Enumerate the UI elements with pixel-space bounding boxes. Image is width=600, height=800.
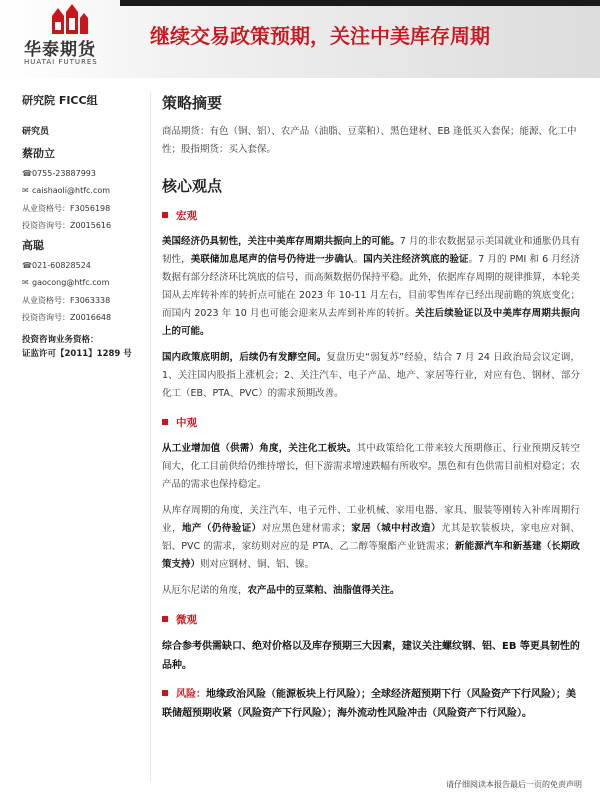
bold-text-run: 从工业增加值（供需）角度，关注化工板块。 bbox=[162, 443, 357, 454]
micro-paragraph: 综合参考供需缺口、绝对价格以及库存预期三大因素，建议关注螺纹钢、铝、EB 等更具韧性的品种。 bbox=[162, 641, 580, 671]
bold-text-run: 农产品中的豆菜粕、油脂值得关注。 bbox=[247, 585, 400, 596]
analyst-card bbox=[22, 237, 150, 323]
bold-text-run: 家居（城中村改造） bbox=[350, 523, 441, 534]
researcher-label: 研究员 bbox=[22, 127, 50, 137]
logo-english-name: HUATAI FUTURES bbox=[24, 58, 98, 66]
bold-text-run: 新能源汽车和新基建（长期政策支持） bbox=[162, 541, 580, 570]
risk-paragraph bbox=[162, 685, 580, 723]
license-info bbox=[22, 333, 150, 361]
column-divider bbox=[150, 92, 151, 782]
meso-paragraph-1 bbox=[162, 440, 580, 494]
meso-paragraph-3 bbox=[162, 582, 580, 600]
analyst-phone: ☎0755-23887993 bbox=[22, 169, 96, 178]
top-strip bbox=[120, 0, 600, 6]
license-label: 投资咨询业务资格： bbox=[22, 335, 99, 345]
analyst-email[interactable]: ✉ caishaoli@htfc.com bbox=[22, 186, 111, 195]
text-run: 复盘历史“弱复苏”经验，结合 7 月 24 日政治局会议定调，1、关注国内股指上涨机会；2、关注汽车、电子产品、地产、家居等行业，对应有色、钢材、部分化工（EB、PTA、PVC）的需求预期改善。 bbox=[162, 352, 580, 399]
core-views-title: 核心观点 bbox=[162, 177, 223, 195]
square-bullet-icon bbox=[162, 690, 168, 696]
square-bullet-icon bbox=[162, 616, 168, 622]
logo-mark-icon bbox=[48, 4, 88, 36]
logo-chinese-name: 华泰期货 bbox=[24, 40, 96, 60]
meso-paragraph-2 bbox=[162, 502, 580, 574]
analyst-name: 高聪 bbox=[22, 239, 44, 252]
analyst-advisor: 投资咨询号：Z0016648 bbox=[22, 313, 112, 322]
summary-text: 商品期货：有色（铜、铝）、农产品（油脂、豆菜粕）、黑色建材、EB 逢低买入套保；能源、化工中性；股指期货：买入套保。 bbox=[162, 126, 577, 155]
company-logo bbox=[18, 4, 128, 74]
text-run: 。 bbox=[353, 254, 364, 265]
text-run: 从厄尔尼诺的角度， bbox=[162, 585, 248, 596]
text-run: 其中政策给化工带来较大预期修正、行业预期反转空间大，化工目前供给仍维持增长，但下游需求增速跌幅有所收窄。黑色和有色供需目前相对稳定；农产品的需求也保持稳定。 bbox=[162, 443, 581, 490]
main-content bbox=[162, 92, 580, 723]
report-header bbox=[0, 0, 600, 78]
square-bullet-icon bbox=[162, 212, 168, 218]
analyst-email[interactable]: ✉ gaocong@htfc.com bbox=[22, 278, 110, 287]
analyst-phone: ☎021-60828524 bbox=[22, 261, 91, 270]
bold-text-run: 关注后续验证以及中美库存周期共振向上的可能。 bbox=[162, 308, 580, 337]
summary-title: 策略摘要 bbox=[162, 94, 223, 112]
bold-text-run: 地产（仍待验证） bbox=[181, 523, 262, 534]
text-run: 。7 月的 PMI 和 6 月经济数据有部分经济环比筑底的信号，而高频数据仍保持平稳。此外，依据库存周期的规律推算，本轮美国从去库转补库的转折点可能在 2023 年 10-11 月左右，目前零售库存已经出现前瞻的筑底变化；而国内 2023 年 10 月也可能会迎来从去库到补库的转折。 bbox=[162, 254, 581, 319]
analyst-card bbox=[22, 145, 150, 231]
phone-icon: ☎ bbox=[22, 169, 32, 178]
team-name: 研究院 FICC组 bbox=[22, 94, 98, 107]
bold-text-run: 国内政策底明朗，后续仍有发酵空间。 bbox=[162, 352, 327, 363]
analyst-cert: 从业资格号：F3056198 bbox=[22, 204, 111, 213]
analyst-advisor: 投资咨询号：Z0015616 bbox=[22, 221, 112, 230]
risk-text: 地缘政治风险（能源板块上行风险）；全球经济超预期下行（风险资产下行风险）；美联储超预期收紧（风险资产下行风险）；海外流动性风险冲击（风险资产下行风险）。 bbox=[162, 689, 576, 719]
section-heading-meso: 中观 bbox=[162, 415, 580, 430]
phone-icon: ☎ bbox=[22, 261, 32, 270]
text-run: 则对应钢材、铜、铝、镍。 bbox=[200, 559, 315, 570]
bold-text-run: 美国经济仍具韧性，关注中美库存周期共振向上的可能。 bbox=[162, 236, 400, 247]
section-heading-micro: 微观 bbox=[162, 612, 580, 627]
disclaimer-footer: 请仔细阅读本报告最后一页的免责声明 bbox=[446, 780, 582, 789]
bold-text-run: 国内关注经济筑底的验证 bbox=[363, 254, 469, 265]
risk-label: 风险： bbox=[176, 689, 206, 700]
bold-text-run: 美联储加息尾声的信号仍待进一步确认 bbox=[190, 254, 354, 265]
analyst-name: 蔡劭立 bbox=[22, 147, 55, 160]
sidebar bbox=[22, 92, 150, 361]
macro-paragraph-2 bbox=[162, 349, 580, 403]
analyst-cert: 从业资格号：F3063338 bbox=[22, 296, 111, 305]
section-heading-macro: 宏观 bbox=[162, 208, 580, 223]
license-number: 证监许可【2011】1289 号 bbox=[22, 349, 132, 359]
email-icon: ✉ bbox=[22, 186, 29, 195]
macro-paragraph-1 bbox=[162, 233, 580, 341]
report-title: 继续交易政策预期，关注中美库存周期 bbox=[150, 24, 490, 48]
email-icon: ✉ bbox=[22, 278, 29, 287]
text-run: 从库存周期的角度，关注汽车、电子元件、工业机械、家用电器、家具、服装等刚转入补库周期行业， bbox=[162, 505, 580, 534]
text-run: 尤其是软装板块，家电应对铜、铝、PVC 的需求，家纺则对应的是 PTA、乙二醇等聚酯产业链需求； bbox=[162, 523, 580, 552]
square-bullet-icon bbox=[162, 419, 168, 425]
text-run: 7 月的非农数据显示美国就业和通胀仍具有韧性， bbox=[162, 236, 580, 265]
text-run: 对应黑色建材需求； bbox=[261, 523, 351, 534]
